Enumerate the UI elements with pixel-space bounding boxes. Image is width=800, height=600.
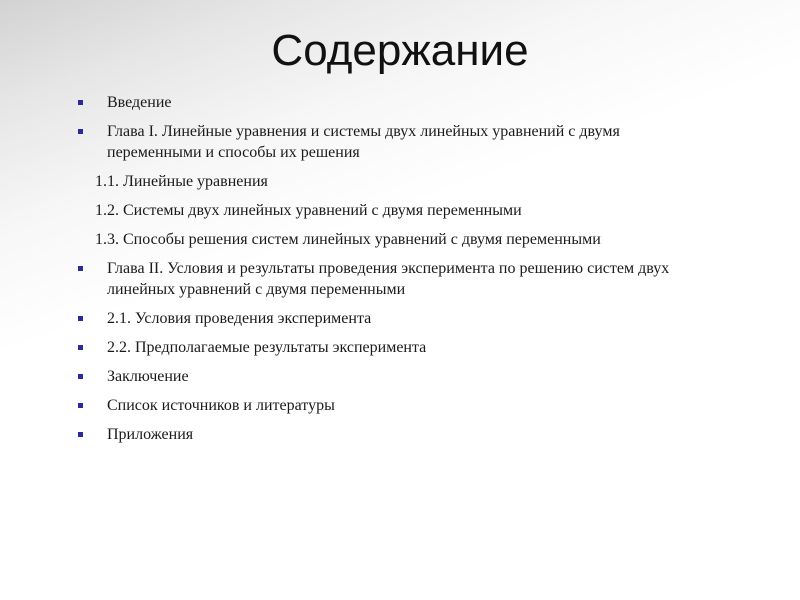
toc-item-appendices (0, 424, 800, 445)
toc-item-2-2 (0, 337, 800, 358)
square-bullet-icon (78, 266, 83, 271)
square-bullet-icon (78, 129, 83, 134)
toc-item-text: Введение (107, 94, 172, 111)
toc-subitem-1-1 (0, 171, 800, 192)
square-bullet-icon (78, 432, 83, 437)
toc-item-references (0, 395, 800, 416)
toc-item-text: 1.2. Системы двух линейных уравнений с двумя переменными (95, 202, 522, 219)
toc-item-text: Заключение (107, 368, 189, 385)
square-bullet-icon (78, 316, 83, 321)
toc-item-text: Список источников и литературы (107, 397, 335, 414)
toc-item-text: 1.3. Способы решения систем линейных уравнений с двумя переменными (95, 231, 601, 248)
toc-subitem-1-3 (0, 229, 800, 250)
toc-item-chapter-2 (0, 258, 800, 300)
toc-item-text: Глава II. Условия и результаты проведения эксперимента по решению систем двух линейных уравнений с двумя переменными (107, 260, 670, 298)
toc-item-chapter-1 (0, 121, 800, 163)
slide-title: Содержание (271, 26, 529, 75)
square-bullet-icon (78, 403, 83, 408)
toc-item-text: Приложения (107, 426, 194, 443)
toc-item-text: 2.2. Предполагаемые результаты эксперимента (107, 339, 427, 356)
toc-item-text: 1.1. Линейные уравнения (95, 173, 268, 190)
toc-item-2-1 (0, 308, 800, 329)
square-bullet-icon (78, 374, 83, 379)
toc-item-text: 2.1. Условия проведения эксперимента (107, 310, 372, 327)
toc-item-introduction (0, 92, 800, 113)
toc-item-conclusion (0, 366, 800, 387)
table-of-contents (0, 92, 800, 453)
toc-subitem-1-2 (0, 200, 800, 221)
square-bullet-icon (78, 100, 83, 105)
square-bullet-icon (78, 345, 83, 350)
toc-item-text: Глава I. Линейные уравнения и системы двух линейных уравнений с двумя переменными и способы их решения (107, 123, 620, 161)
